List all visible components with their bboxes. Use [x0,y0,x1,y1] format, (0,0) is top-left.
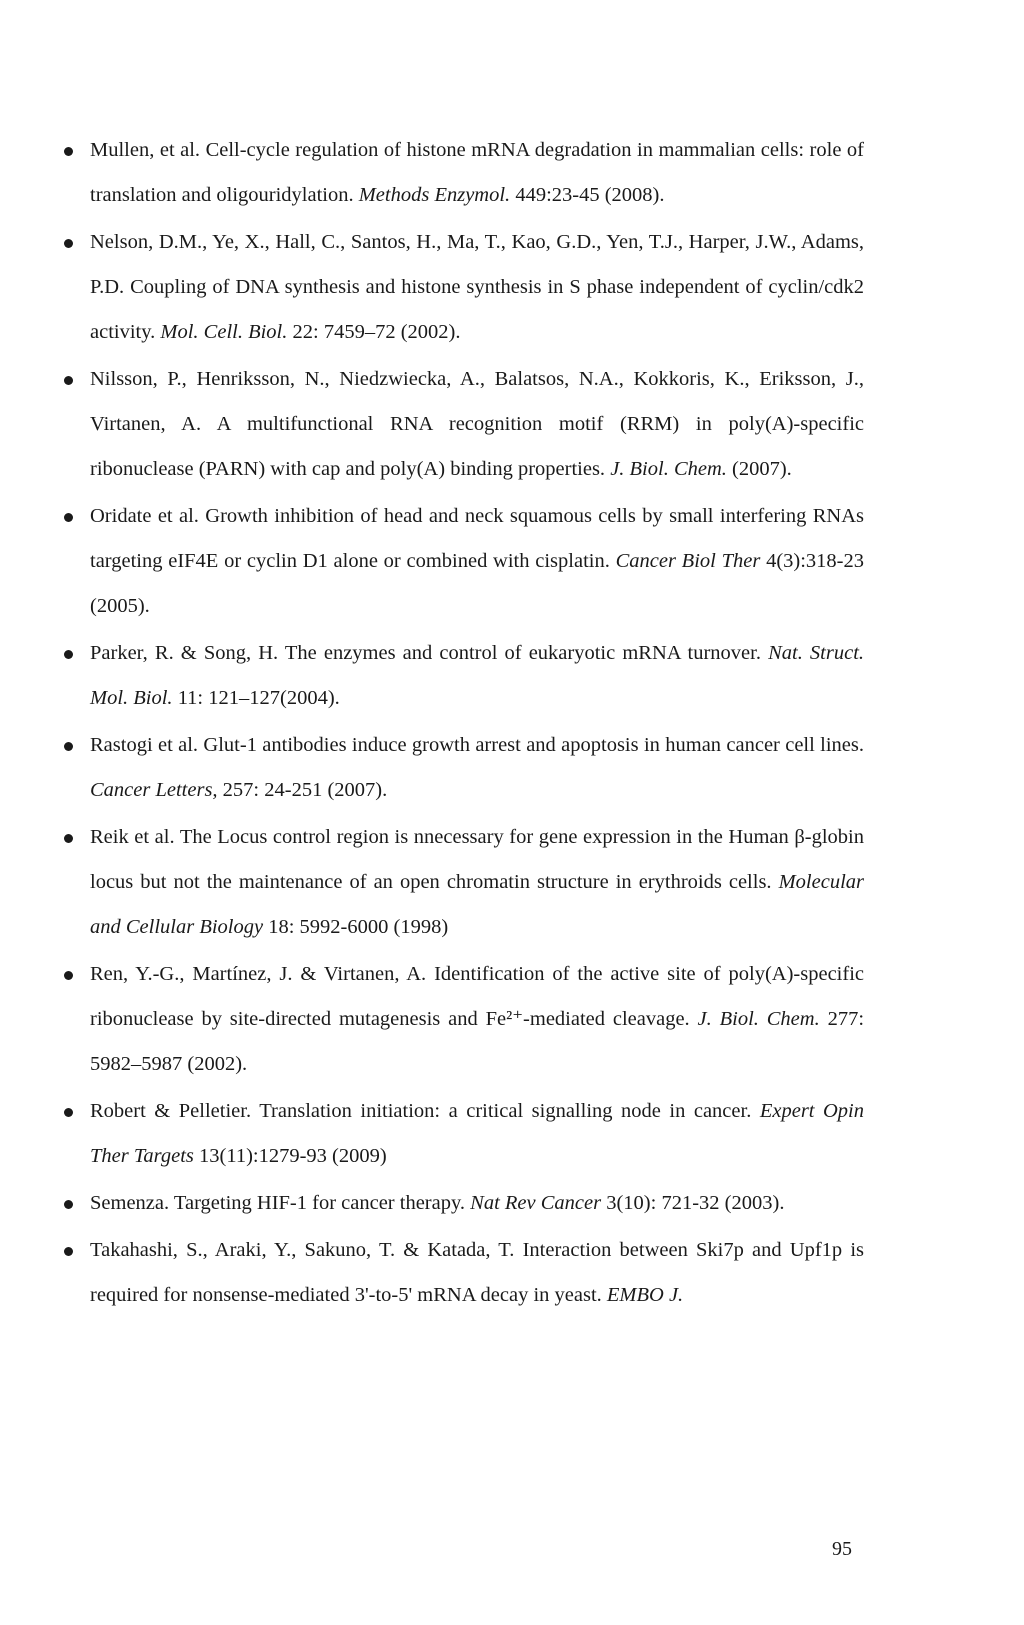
reference-text [90,220,864,355]
reference-title: Growth inhibition of head and neck squamous cells by small interfering RNAs targeting eIF4E or cyclin D1 alone or combined with cisplatin. [90,505,865,572]
reference-journal: Nat. Struct. Mol. Biol. [90,642,865,709]
reference-item [64,952,864,1087]
reference-authors: Parker, R. & Song, H. [90,642,279,664]
reference-authors: Rastogi et al. [90,734,199,756]
reference-authors: Robert & Pelletier. [90,1100,252,1122]
reference-title: Coupling of DNA synthesis and histone synthesis in S phase independent of cyclin/cdk2 activity. [90,276,865,343]
bullet-icon [64,1108,73,1117]
reference-title: The enzymes and control of eukaryotic mRNA turnover. [284,642,761,664]
bullet-icon [64,513,73,522]
reference-journal: Nat Rev Cancer [470,1192,602,1214]
reference-journal: Methods Enzymol. [358,184,511,206]
reference-journal: EMBO J. [606,1284,684,1306]
reference-journal: Cancer Biol Ther [615,550,761,572]
reference-item [64,723,864,813]
reference-details: 3(10): 721-32 (2003). [606,1192,785,1214]
reference-item [64,1181,864,1226]
bullet-icon [64,239,73,248]
reference-journal: J. Biol. Chem. [610,458,727,480]
reference-details: 4(3):318-23 (2005). [90,550,865,617]
reference-details: 18: 5992-6000 (1998) [268,916,449,938]
bullet-icon [64,376,73,385]
reference-text [90,494,864,629]
reference-text [90,1228,864,1318]
reference-title: Identification of the active site of poly(A)-specific ribonuclease by site-directed mutagenesis and Fe²⁺-mediated cleavage. [90,963,864,1030]
reference-title: Translation initiation: a critical signalling node in cancer. [259,1100,752,1122]
reference-title: Interaction between Ski7p and Upf1p is required for nonsense-mediated 3'-to-5' mRNA decay in yeast. [90,1239,864,1306]
reference-title: Cell-cycle regulation of histone mRNA degradation in mammalian cells: role of translation and oligouridylation. [90,139,864,206]
reference-text [90,631,864,721]
reference-authors: Nelson, D.M., Ye, X., Hall, C., Santos, H., Ma, T., Kao, G.D., Yen, T.J., Harper, J.W., Adams, P.D. [90,231,864,298]
reference-details: 22: 7459–72 (2002). [292,321,461,343]
reference-details: 11: 121–127(2004). [177,687,340,709]
reference-details: 277: 5982–5987 (2002). [90,1008,865,1075]
reference-journal: Mol. Cell. Biol. [160,321,288,343]
reference-journal: Molecular and Cellular Biology [90,871,865,938]
page-number: 95 [832,1538,852,1560]
reference-journal: J. Biol. Chem. [697,1008,820,1030]
bullet-icon [64,1200,73,1209]
reference-item [64,357,864,492]
bullet-icon [64,650,73,659]
reference-item [64,815,864,950]
reference-text [90,128,864,218]
reference-title: Targeting HIF-1 for cancer therapy. [173,1192,466,1214]
reference-title: The Locus control region is nnecessary for gene expression in the Human β-globin locus but not the maintenance of an open chromatin structure in erythroids cells. [90,826,864,893]
reference-details: 13(11):1279-93 (2009) [199,1145,387,1167]
reference-authors: Nilsson, P., Henriksson, N., Niedzwiecka, A., Balatsos, N.A., Kokkoris, K., Eriksson, J., Virtanen, A. [90,368,864,435]
reference-journal: Cancer Letters, [90,779,218,801]
bullet-icon [64,742,73,751]
reference-journal: Expert Opin Ther Targets [90,1100,865,1167]
reference-authors: Takahashi, S., Araki, Y., Sakuno, T. & Katada, T. [90,1239,515,1261]
reference-title: A multifunctional RNA recognition motif (RRM) in poly(A)-specific ribonuclease (PARN) with cap and poly(A) binding properties. [90,413,864,480]
reference-text [90,815,864,950]
reference-authors: Oridate et al. [90,505,199,527]
reference-authors: Ren, Y.-G., Martínez, J. & Virtanen, A. [90,963,427,985]
reference-title: Glut-1 antibodies induce growth arrest and apoptosis in human cancer cell lines. [203,734,865,756]
reference-item [64,128,864,218]
bullet-icon [64,1247,73,1256]
reference-item [64,494,864,629]
reference-authors: Mullen, et al. [90,139,201,161]
reference-text [90,723,864,813]
reference-authors: Reik et al. [90,826,175,848]
bullet-icon [64,834,73,843]
reference-text [90,1181,864,1226]
reference-text [90,1089,864,1179]
reference-details: 257: 24-251 (2007). [222,779,388,801]
reference-item [64,220,864,355]
reference-details: (2007). [732,458,792,480]
reference-authors: Semenza. [90,1192,170,1214]
bullet-icon [64,147,73,156]
reference-item [64,1228,864,1318]
reference-item [64,1089,864,1179]
reference-item [64,631,864,721]
reference-details: 449:23-45 (2008). [515,184,665,206]
reference-list [64,128,864,1320]
reference-text [90,357,864,492]
reference-text [90,952,864,1087]
bullet-icon [64,971,73,980]
